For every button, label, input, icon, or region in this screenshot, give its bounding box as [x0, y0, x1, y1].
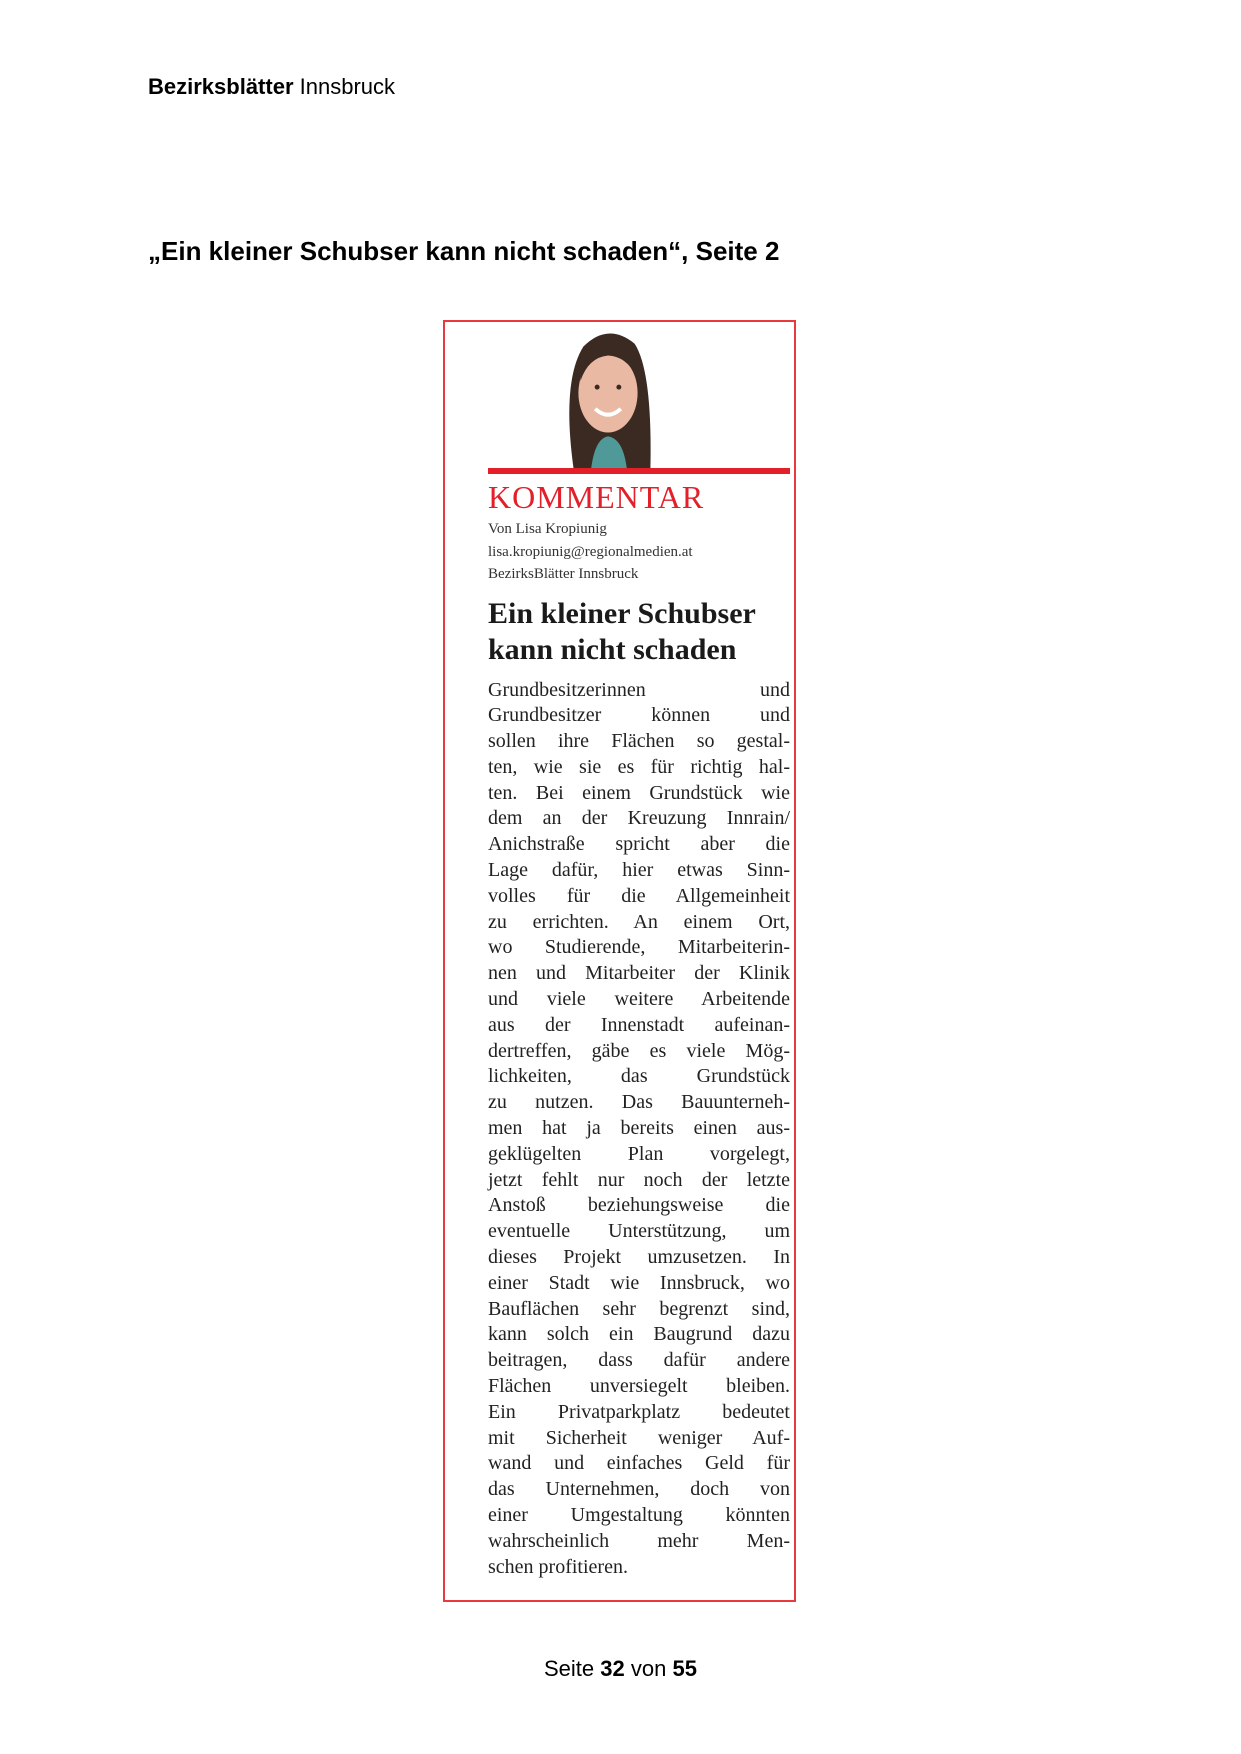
body-line: Ein Privatparkplatz bedeutet — [488, 1400, 790, 1423]
body-line: volles für die Allgemeinheit — [488, 884, 790, 907]
total-pages: 55 — [672, 1656, 697, 1681]
body-line: zu errichten. An einem Ort, — [488, 910, 790, 933]
clipping-headline: „Ein kleiner Schubser kann nicht schaden“, Seite 2 — [148, 236, 780, 266]
body-line: Grundbesitzerinnen und — [488, 678, 790, 701]
page-footer — [0, 1656, 1241, 1682]
body-line: Anstoß beziehungsweise die — [488, 1194, 790, 1217]
body-line: schen profitieren. — [488, 1555, 628, 1578]
author-email: lisa.kropiunig@regionalmedien.at — [488, 543, 693, 560]
byline — [488, 518, 790, 586]
page-header — [148, 74, 395, 100]
body-line: dem an der Kreuzung Innrain/ — [488, 807, 790, 830]
body-line: kann solch ein Baugrund dazu — [488, 1323, 790, 1346]
body-line: wo Studierende, Mitarbeiterin- — [488, 936, 790, 959]
body-line: jetzt fehlt nur noch der letzte — [488, 1168, 790, 1191]
author-name: Von Lisa Kropiunig — [488, 521, 607, 537]
body-line: dieses Projekt umzusetzen. In — [488, 1246, 790, 1269]
body-line: wahrscheinlich mehr Men- — [488, 1529, 790, 1552]
body-line: einer Stadt wie Innsbruck, wo — [488, 1271, 790, 1294]
body-line: men hat ja bereits einen aus- — [488, 1117, 790, 1140]
body-line: lichkeiten, das Grundstück — [488, 1065, 790, 1088]
body-line: ten. Bei einem Grundstück wie — [488, 781, 790, 804]
body-line: zu nutzen. Das Bauunterneh- — [488, 1091, 790, 1114]
body-line: mit Sicherheit weniger Auf- — [488, 1426, 790, 1449]
body-line: sollen ihre Flächen so gestal- — [488, 730, 790, 753]
brand-bold: Bezirksblätter — [148, 74, 294, 99]
newspaper-clipping — [443, 320, 796, 1602]
body-line: Bauflächen sehr begrenzt sind, — [488, 1297, 790, 1320]
body-line: eventuelle Unterstützung, um — [488, 1220, 790, 1243]
title-line: Ein kleiner Schubser — [488, 596, 756, 630]
footer-middle: von — [630, 1656, 667, 1681]
body-line: Anichstraße spricht aber die — [488, 833, 790, 856]
body-line: wand und einfaches Geld für — [488, 1452, 790, 1475]
body-line: nen und Mitarbeiter der Klinik — [488, 962, 790, 985]
footer-prefix: Seite — [544, 1656, 595, 1681]
article-title — [488, 596, 790, 668]
body-line: Flächen unversiegelt bleiben. — [488, 1375, 790, 1398]
body-line: und viele weitere Arbeitende — [488, 988, 790, 1011]
brand-rest: Innsbruck — [299, 74, 396, 99]
body-line: beitragen, dass dafür andere — [488, 1349, 790, 1372]
clipping-content — [488, 322, 790, 1580]
body-line: Grundbesitzer können und — [488, 704, 790, 727]
article-body — [488, 678, 790, 1581]
body-line: das Unternehmen, doch von — [488, 1478, 790, 1501]
red-divider — [488, 468, 790, 474]
body-line: Lage dafür, hier etwas Sinn- — [488, 859, 790, 882]
page-number: 32 — [600, 1656, 625, 1681]
body-line: ten, wie sie es für richtig hal- — [488, 755, 790, 778]
body-line: geklügelten Plan vorgelegt, — [488, 1142, 790, 1165]
body-line: aus der Innenstadt aufeinan- — [488, 1013, 790, 1036]
title-line: kann nicht schaden — [488, 632, 737, 666]
body-line: einer Umgestaltung könnten — [488, 1504, 790, 1526]
kicker-label: KOMMENTAR — [488, 479, 705, 515]
body-line: dertreffen, gäbe es viele Mög- — [488, 1039, 790, 1062]
publication-name: BezirksBlätter Innsbruck — [488, 566, 639, 582]
author-photo — [553, 322, 663, 468]
